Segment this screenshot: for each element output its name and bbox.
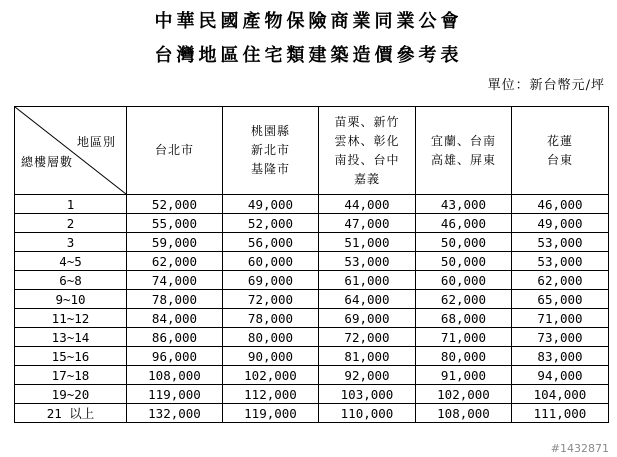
region-header-line: 台東 (546, 152, 573, 167)
floor-axis-label: 總樓層數 (21, 155, 74, 169)
cost-cell: 61,000 (319, 271, 416, 290)
cost-cell: 62,000 (416, 290, 512, 309)
cost-cell: 55,000 (127, 214, 223, 233)
cost-cell: 60,000 (416, 271, 512, 290)
cost-cell: 103,000 (319, 385, 416, 404)
region-header-line: 宜蘭、台南 (430, 133, 496, 148)
table-row (15, 290, 609, 309)
cost-cell: 91,000 (416, 366, 512, 385)
cost-cell: 102,000 (223, 366, 319, 385)
cost-cell: 90,000 (223, 347, 319, 366)
cost-cell: 49,000 (512, 214, 609, 233)
region-header-line: 台北市 (154, 143, 194, 157)
floor-count-cell: 1 (15, 195, 127, 214)
floor-count-cell: 19~20 (15, 385, 127, 404)
cost-cell: 53,000 (512, 252, 609, 271)
cost-cell: 84,000 (127, 309, 223, 328)
cost-cell: 53,000 (319, 252, 416, 271)
table-row (15, 404, 609, 423)
region-header-line: 嘉義 (353, 171, 380, 186)
table-row (15, 309, 609, 328)
region-header-cell (319, 107, 416, 195)
region-header-line: 花蓮 (546, 133, 573, 148)
cost-cell: 69,000 (319, 309, 416, 328)
table-row (15, 328, 609, 347)
region-header-cell (416, 107, 512, 195)
region-header-line: 高雄、屏東 (430, 152, 496, 167)
watermark: #1432871 (550, 442, 609, 455)
cost-cell: 119,000 (127, 385, 223, 404)
region-header-line: 基隆市 (250, 162, 290, 176)
cost-cell: 62,000 (512, 271, 609, 290)
unit-note: 單位：新台幣元/坪 (487, 78, 605, 93)
cost-cell: 78,000 (223, 309, 319, 328)
region-axis-label: 地區別 (76, 135, 116, 149)
cost-cell: 78,000 (127, 290, 223, 309)
floor-count-cell: 11~12 (15, 309, 127, 328)
cost-cell: 68,000 (416, 309, 512, 328)
cost-cell: 50,000 (416, 233, 512, 252)
construction-cost-table (14, 106, 609, 423)
cost-cell: 72,000 (319, 328, 416, 347)
region-header-cell (127, 107, 223, 195)
cost-cell: 80,000 (223, 328, 319, 347)
header-row (15, 107, 609, 195)
floor-count-cell: 3 (15, 233, 127, 252)
cost-cell: 86,000 (127, 328, 223, 347)
document-title: 中華民國產物保險商業同業公會 (154, 11, 463, 32)
floor-count-cell: 15~16 (15, 347, 127, 366)
region-header-line: 桃園縣 (250, 124, 290, 138)
cost-cell: 72,000 (223, 290, 319, 309)
cost-cell: 46,000 (512, 195, 609, 214)
cost-cell: 56,000 (223, 233, 319, 252)
cost-cell: 71,000 (512, 309, 609, 328)
cost-cell: 71,000 (416, 328, 512, 347)
cost-cell: 94,000 (512, 366, 609, 385)
cost-cell: 96,000 (127, 347, 223, 366)
cost-cell: 112,000 (223, 385, 319, 404)
cost-cell: 104,000 (512, 385, 609, 404)
cost-cell: 81,000 (319, 347, 416, 366)
cost-cell: 102,000 (416, 385, 512, 404)
cost-cell: 43,000 (416, 195, 512, 214)
floor-count-cell: 9~10 (15, 290, 127, 309)
cost-cell: 44,000 (319, 195, 416, 214)
table-row (15, 366, 609, 385)
table-row (15, 214, 609, 233)
cost-cell: 60,000 (223, 252, 319, 271)
cost-cell: 74,000 (127, 271, 223, 290)
cost-cell: 62,000 (127, 252, 223, 271)
region-header-cell (223, 107, 319, 195)
table-body (15, 195, 609, 423)
floor-count-cell: 17~18 (15, 366, 127, 385)
cost-cell: 49,000 (223, 195, 319, 214)
table-row (15, 252, 609, 271)
table-row (15, 271, 609, 290)
table-row (15, 195, 609, 214)
cost-cell: 53,000 (512, 233, 609, 252)
cost-cell: 80,000 (416, 347, 512, 366)
cost-cell: 83,000 (512, 347, 609, 366)
cost-cell: 110,000 (319, 404, 416, 423)
table-row (15, 385, 609, 404)
cost-cell: 92,000 (319, 366, 416, 385)
floor-count-cell: 2 (15, 214, 127, 233)
cost-cell: 65,000 (512, 290, 609, 309)
region-header-line: 雲林、彰化 (334, 133, 400, 148)
region-header-cell (512, 107, 609, 195)
cost-cell: 59,000 (127, 233, 223, 252)
floor-count-cell: 13~14 (15, 328, 127, 347)
corner-header-cell (15, 107, 127, 195)
cost-cell: 47,000 (319, 214, 416, 233)
cost-cell: 52,000 (223, 214, 319, 233)
cost-cell: 132,000 (127, 404, 223, 423)
cost-cell: 69,000 (223, 271, 319, 290)
table-row (15, 347, 609, 366)
table-row (15, 233, 609, 252)
cost-cell: 51,000 (319, 233, 416, 252)
floor-count-cell: 6~8 (15, 271, 127, 290)
cost-cell: 52,000 (127, 195, 223, 214)
cost-cell: 111,000 (512, 404, 609, 423)
cost-cell: 108,000 (127, 366, 223, 385)
region-header-line: 南投、台中 (334, 152, 400, 167)
region-header-line: 苗栗、新竹 (334, 114, 400, 129)
cost-cell: 50,000 (416, 252, 512, 271)
floor-count-cell: 4~5 (15, 252, 127, 271)
cost-cell: 46,000 (416, 214, 512, 233)
cost-cell: 108,000 (416, 404, 512, 423)
floor-count-cell: 21 以上 (15, 404, 127, 423)
cost-cell: 119,000 (223, 404, 319, 423)
document-subtitle: 台灣地區住宅類建築造價參考表 (154, 45, 463, 66)
region-header-line: 新北市 (250, 143, 290, 157)
cost-cell: 73,000 (512, 328, 609, 347)
cost-cell: 64,000 (319, 290, 416, 309)
